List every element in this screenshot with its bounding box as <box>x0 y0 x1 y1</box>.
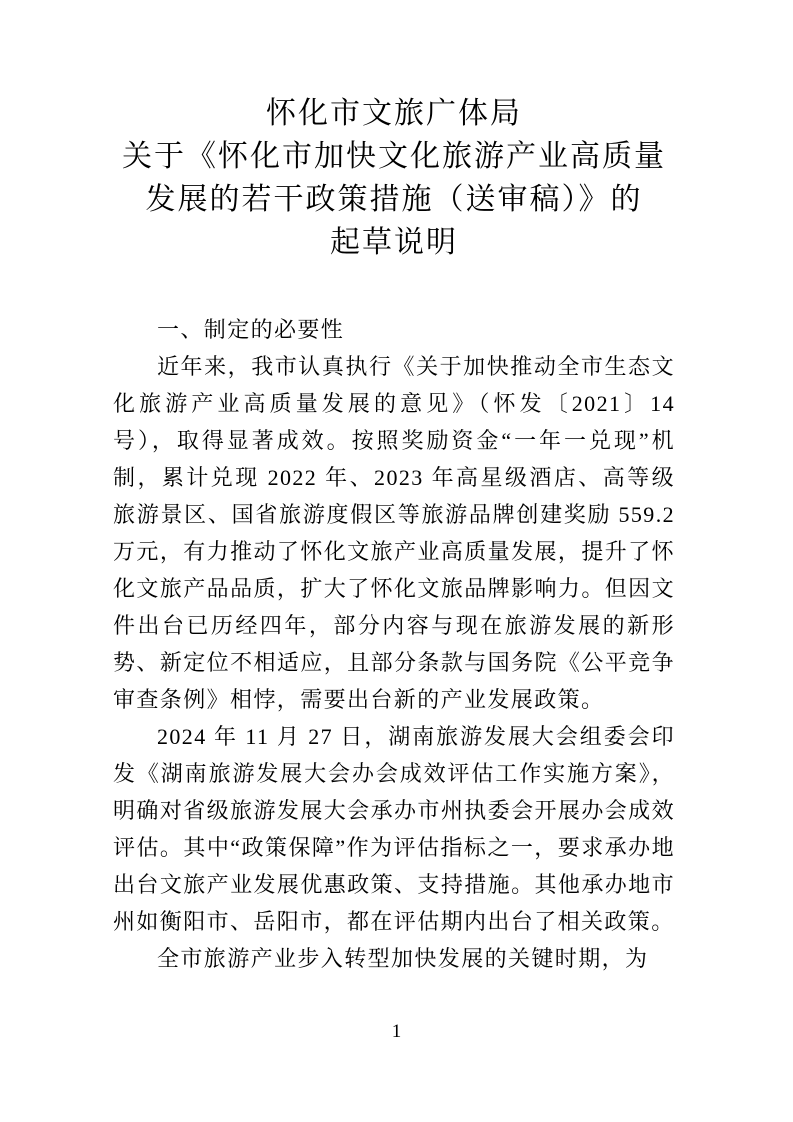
title-line-1: 关于《怀化市加快文化旅游产业高质量 <box>122 140 666 173</box>
paragraph-1: 近年来，我市认真执行《关于加快推动全市生态文化旅游产业高质量发展的意见》（怀发〔2021〕14 号），取得显著成效。按照奖励资金“一年一兑现”机制，累计兑现 2022 年、2023 年高星级酒店、高等级旅游景区、国省旅游度假区等旅游品牌创建奖励 559.2 万元，有力推动了怀化文旅产业高质量发展，提升了怀化文旅产品品质，扩大了怀化文旅品牌影响力。但因文件出台已历经四年，部分内容与现在旅游发展的新形势、新定位不相适应，且部分条款与国务院《公平竞争审查条例》相悖，需要出台新的产业发展政策。 <box>113 354 675 712</box>
document-content <box>113 0 675 977</box>
paragraph-3: 全市旅游产业步入转型加快发展的关键时期，为 <box>157 946 649 971</box>
title-line-2: 发展的若干政策措施（送审稿）》的 <box>145 183 643 216</box>
page-number: 1 <box>391 1021 402 1042</box>
document-heading <box>113 92 675 264</box>
title-line-3: 起草说明 <box>330 226 458 259</box>
document-body <box>113 311 675 977</box>
paragraph-2: 2024 年 11 月 27 日，湖南旅游发展大会组委会印发《湖南旅游发展大会办会成效评估工作实施方案》，明确对省级旅游发展大会承办市州执委会开展办会成效评估。其中“政策保障”作为评估指标之一，要求承办地出台文旅产业发展优惠政策、支持措施。其他承办地市州如衡阳市、岳阳市，都在评估期内出台了相关政策。 <box>113 724 675 934</box>
section-heading: 一、制定的必要性 <box>157 317 345 342</box>
org-name: 怀化市文旅广体局 <box>266 97 522 130</box>
